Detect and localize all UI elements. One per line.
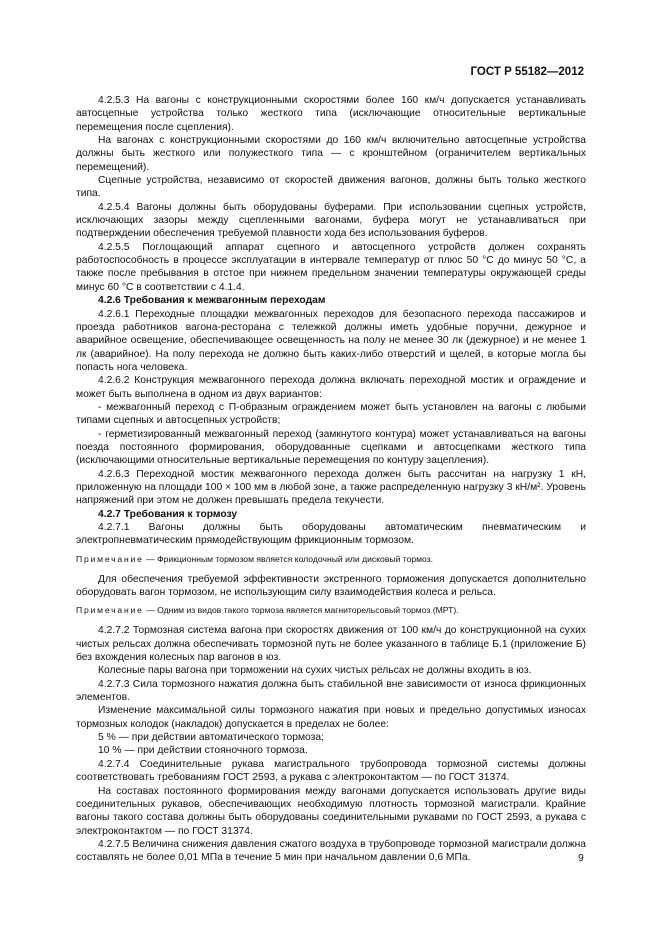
paragraph: Сцепные устройства, независимо от скоростей движения вагонов, должны быть только жесткого типа. (76, 175, 586, 200)
paragraph: На составах постоянного формирования между вагонами допускается использовать другие виды соединительных рукавов, обеспечивающих необходимую плотность тормозной магистрали. Крайние вагоны такого состава должны быть оборудованы соединительными рукавами по ГОСТ 2593, а рукава с электроконтактом — по ГОСТ 31374. (76, 785, 586, 837)
note (76, 604, 586, 616)
note-text: — Одним из видов такого тормоза является магниторельсовый тормоз (МРТ). (143, 605, 459, 616)
note-label: Примечание (76, 605, 144, 616)
list-item: - межвагонный переход с П-образным ограждением может быть установлен на вагоны с любыми типами сцепных и автосцепных устройств; (76, 401, 586, 427)
paragraph-4-2-7-5: 4.2.7.5 Величина снижения давления сжатого воздуха в трубопроводе тормозной магистрали должна составлять не более 0,01 МПа в течение 5 мин при начальном давлении 0,6 МПа. (76, 838, 586, 864)
note-text: — Фрикционным тормозом является колодочный или дисковый тормоз. (143, 553, 434, 564)
paragraph-4-2-6-3: 4.2.6.3 Переходной мостик межвагонного перехода должен быть рассчитан на нагрузку 1 кН, приложенную на площади 100 × 100 мм в любой зоне, а также распределенную нагрузку 3 кН/м². Уровень напряжений при этом не должен превышать предела текучести. (76, 468, 586, 507)
section-heading-4-2-7: 4.2.7 Требования к тормозу (98, 508, 238, 520)
section-heading-4-2-6: 4.2.6 Требования к межвагонным переходам (98, 295, 326, 307)
list-item: 5 % — при действии автоматического тормоза; (98, 732, 324, 744)
note (76, 553, 586, 565)
paragraph: Для обеспечения требуемой эффективности экстренного торможения допускается дополнительно оборудовать вагон тормозом, не использующим силу взаимодействия колеса и рельса. (76, 573, 586, 599)
paragraph-4-2-7-4: 4.2.7.4 Соединительные рукава магистрального трубопровода тормозной системы должны соответствовать требованиям ГОСТ 2593, а рукава с электроконтактом — по ГОСТ 31374. (76, 758, 586, 784)
paragraph: Колесные пары вагона при торможении на сухих чистых рельсах не должны входить в юз. (98, 665, 532, 677)
document-body (76, 94, 586, 865)
list-item: 10 % — при действии стояночного тормоза. (98, 745, 308, 757)
page-number: 9 (578, 853, 584, 864)
note-label: Примечание (76, 553, 144, 564)
paragraph-4-2-6-1: 4.2.6.1 Переходные площадки межвагонных переходов для безопасного перехода пассажиров и проезда работников вагона-ресторана с тележкой должны иметь удобные поручни, дежурное и аварийное освещение, обеспечивающее освещенность на полу не менее 30 лк (дежурное) и не менее 1 лк (аварийное). На полу перехода не должно быть каких-либо отверстий и щелей, в которые могла бы попасть нога человека. (76, 308, 586, 373)
paragraph-4-2-6-2: 4.2.6.2 Конструкция межвагонного перехода должна включать переходной мостик и ограждение и может быть выполнена в одном из двух вариантов: (76, 375, 586, 400)
paragraph-4-2-7-1: 4.2.7.1 Вагоны должны быть оборудованы автоматическим пневматическим и электропневматическим прямодействующим фрикционным тормозом. (76, 522, 586, 547)
paragraph-4-2-7-3: 4.2.7.3 Сила тормозного нажатия должна быть стабильной вне зависимости от износа фрикционных элементов. (76, 678, 586, 704)
document-header: ГОСТ Р 55182—2012 (470, 66, 584, 78)
paragraph: Изменение максимальной силы тормозного нажатия при новых и предельно допустимых износах тормозных колодок (накладок) допускается в пределах не более: (76, 705, 586, 730)
paragraph-4-2-5-5: 4.2.5.5 Поглощающий аппарат сцепного и автосцепного устройств должен сохранять работоспособность в процессе эксплуатации в интервале температур от плюс 50 °С до минус 50 °С, а также после пребывания в отстое при нижнем предельном значении температуры окружающей среды минус 60 °С в соответствии с 4.1.4. (76, 241, 586, 293)
paragraph-4-2-5-4: 4.2.5.4 Вагоны должны быть оборудованы буферами. При использовании сцепных устройств, исключающих зазоры между сцепленными вагонами, буфера могут не устанавливаться при подтверждении обеспечения требуемой плавности хода без использования буферов. (76, 201, 586, 240)
paragraph-4-2-5-3: 4.2.5.3 На вагоны с конструкционными скоростями более 160 км/ч допускается устанавливать автосцепные устройства только жесткого типа (исключающие относительные вертикальные перемещения после сцепления). (76, 95, 586, 133)
paragraph: На вагонах с конструкционными скоростями до 160 км/ч включительно автосцепные устройства должны быть жесткого или полужесткого типа — с кронштейном (ограничителем вертикальных перемещений). (76, 135, 586, 173)
list-item: - герметизированный межвагонный переход (замкнутого контура) может устанавливаться на вагоны поезда постоянного формирования, оборудованные сцепками и автосцепками жесткого типа (исключающими относительные вертикальные перемещения по контуру зацепления). (76, 428, 586, 467)
paragraph-4-2-7-2: 4.2.7.2 Тормозная система вагона при скоростях движения от 100 км/ч до конструкционной на сухих чистых рельсах должна обеспечивать тормозной путь не более указанного в таблице Б.1 (приложение Б) без вхождения колесных пар вагонов в юз. (76, 625, 586, 664)
